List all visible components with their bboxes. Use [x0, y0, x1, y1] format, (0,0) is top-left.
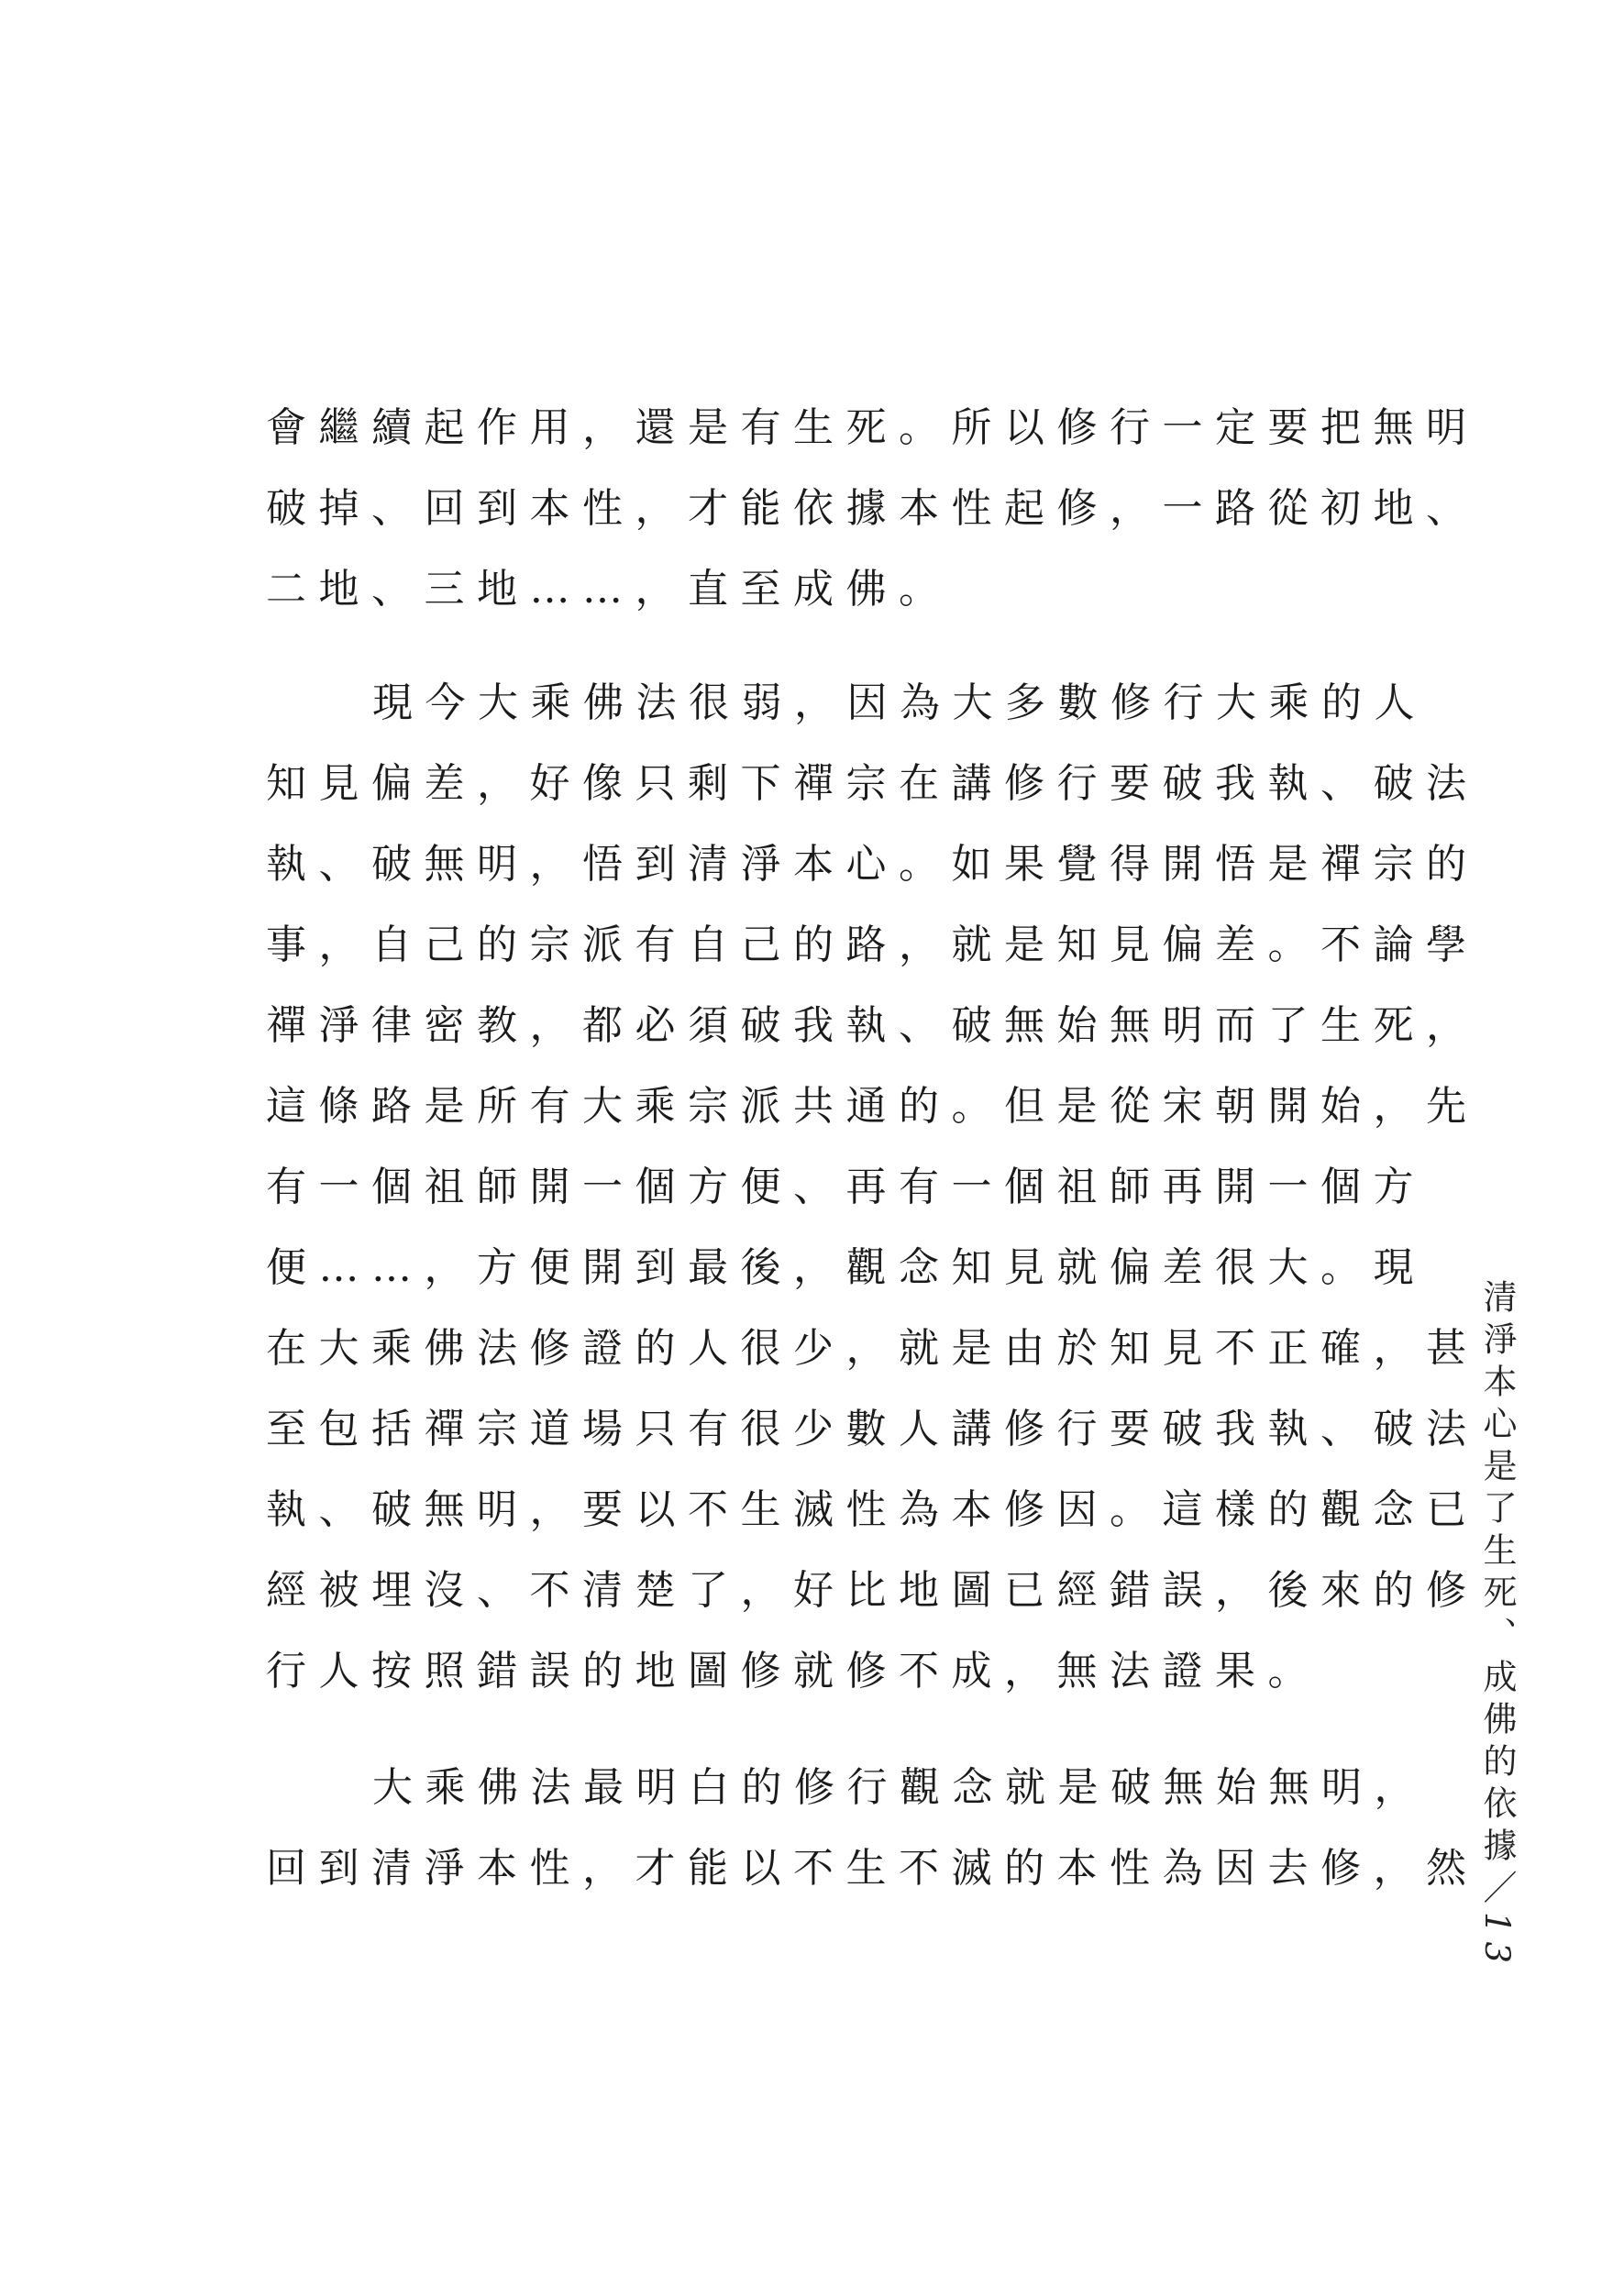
paragraph-3 [266, 1764, 1479, 1926]
text-line: 回到清淨本性，才能以不生不滅的本性為因去修，然 [266, 1845, 1479, 1892]
text-line: 事，自己的宗派有自己的路，就是知見偏差。不論學 [266, 922, 1479, 968]
text-line: 執、破無明，要以不生滅性為本修因。這樣的觀念已 [266, 1486, 1479, 1533]
text-line: 行人按照錯誤的地圖修就修不成，無法證果。 [266, 1648, 1320, 1694]
text-line: 二地、三地……，直至成佛。 [266, 566, 952, 613]
text-line: 會繼續起作用，還是有生死。所以修行一定要把無明 [266, 404, 1479, 451]
text-line: 在大乘佛法修證的人很少，就是由於知見不正確，甚 [266, 1325, 1479, 1372]
running-head-title: 清淨本心是了生死、成佛的依據 [1477, 1279, 1517, 1870]
paragraph-1 [266, 404, 1479, 647]
text-line: 知見偏差，好像只剩下禪宗在講修行要破我執、破法 [266, 760, 1479, 807]
paragraph-2 [266, 679, 1479, 1729]
text-line: 破掉、回到本性，才能依據本性起修，一路從初地、 [266, 485, 1479, 532]
text-line: 經被埋沒、不清楚了，好比地圖已經錯誤，後來的修 [266, 1567, 1479, 1614]
running-head-separator: ／ [1477, 1870, 1517, 1912]
text-line: 執、破無明，悟到清淨本心。如果覺得開悟是禪宗的 [266, 841, 1479, 888]
running-head [1478, 1279, 1515, 1971]
page-number: 13 [1477, 1912, 1517, 1972]
text-line: 這條路是所有大乘宗派共通的。但是從宋朝開始，先 [266, 1083, 1479, 1130]
text-line: 禪淨律密教，都必須破我執、破無始無明而了生死， [266, 1002, 1479, 1049]
text-line: 有一個祖師開一個方便、再有一個祖師再開一個方 [266, 1164, 1426, 1210]
text-line: 大乘佛法最明白的修行觀念就是破無始無明， [372, 1764, 1427, 1811]
text-line: 現今大乘佛法很弱，因為大多數修行大乘的人 [372, 679, 1427, 726]
text-line: 便……，方便開到最後，觀念知見就偏差很大。現 [266, 1244, 1426, 1291]
text-line: 至包括禪宗道場只有很少數人講修行要破我執、破法 [266, 1406, 1479, 1452]
